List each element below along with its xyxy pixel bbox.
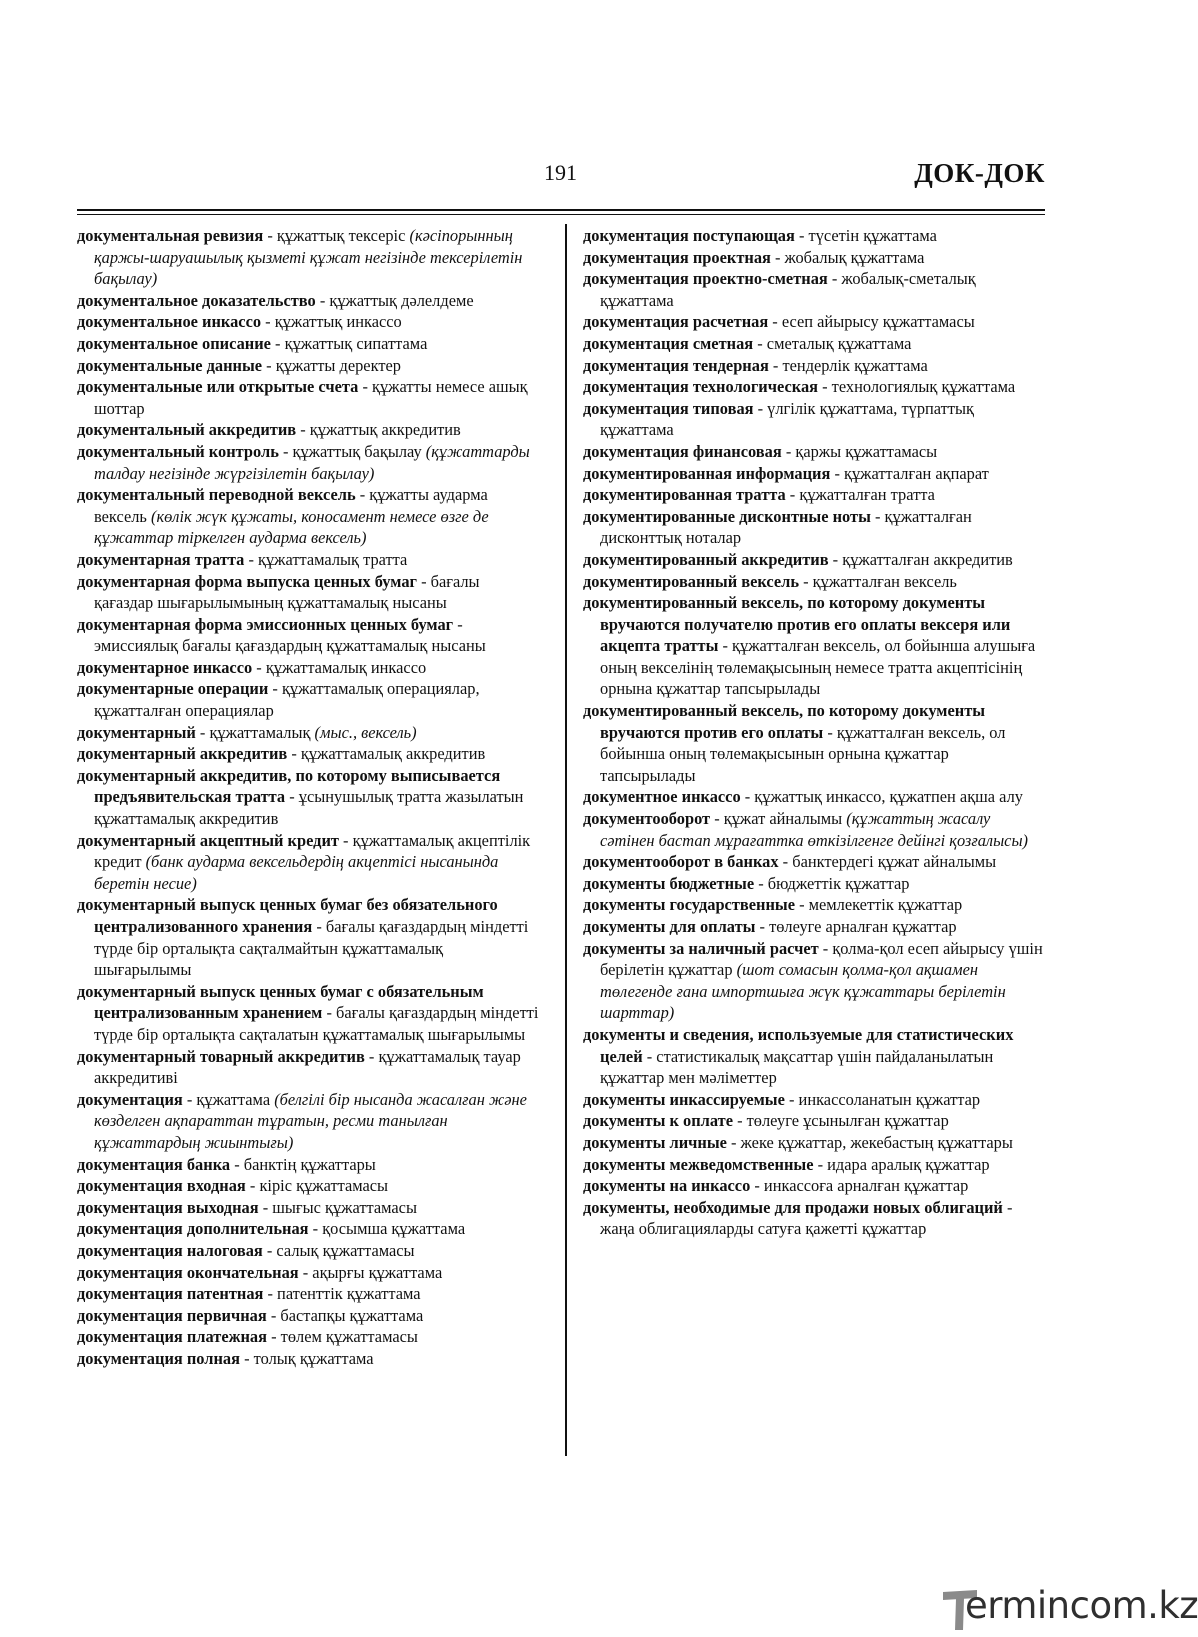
entry-definition: - эмиссиялық бағалы қағаздардың құжаттамалық нысаны	[94, 614, 486, 656]
dictionary-entry	[77, 549, 540, 571]
entry-definition: - қаржы құжаттамасы	[781, 441, 938, 461]
dictionary-entry	[583, 268, 1048, 311]
entry-term: документация типовая	[583, 398, 754, 418]
column-divider	[565, 224, 567, 1456]
entry-term: документация технологическая	[583, 377, 819, 397]
entry-definition: - банктердегі құжат айналымы	[778, 852, 997, 872]
entry-term: документация входная	[77, 1176, 246, 1196]
dictionary-entry	[77, 1197, 540, 1219]
dictionary-entry	[583, 311, 1048, 333]
entry-definition: - кіріс құжаттамасы	[245, 1176, 389, 1196]
entry-term: документарная форма эмиссионных ценных бумаг	[77, 614, 454, 634]
header-rule	[77, 209, 1045, 211]
entry-term: документы и сведения, используемые для статистических целей	[583, 1024, 1014, 1066]
entry-note: (мыс., вексель)	[314, 722, 417, 742]
entry-term: документооборот в банках	[583, 852, 779, 872]
entry-definition: - құжаттамалық операциялар, құжатталған операциялар	[94, 679, 480, 721]
entry-definition: - құжаттық аккредитив	[296, 420, 461, 440]
dictionary-entry	[583, 786, 1048, 808]
entry-term: документация сметная	[583, 333, 754, 353]
entry-definition: - мемлекеттік құжаттар	[794, 895, 963, 915]
entry-term: документальная ревизия	[77, 226, 264, 245]
entry-term: документация расчетная	[583, 312, 769, 332]
entry-definition: - банктің құжаттары	[230, 1154, 376, 1174]
dictionary-entry	[583, 700, 1048, 786]
dictionary-entry	[77, 1175, 540, 1197]
page-header	[77, 158, 1045, 210]
running-head: ДОК-ДОК	[914, 158, 1045, 188]
entry-definition: - құжаттамалық инкассо	[252, 657, 427, 677]
entry-term: документы на инкассо	[583, 1176, 751, 1196]
entry-term: документация окончательная	[77, 1262, 299, 1282]
entry-definition: - есеп айырысу құжаттамасы	[768, 312, 975, 332]
entry-definition: - құжатты аударма вексель	[94, 485, 488, 526]
entry-term: документальный контроль	[77, 441, 279, 461]
dictionary-entry	[583, 355, 1048, 377]
dictionary-entry	[77, 678, 540, 721]
entry-term: документальные или открытые счета	[77, 377, 359, 397]
entry-term: документированная информация	[583, 463, 831, 483]
entry-term: документы для оплаты	[583, 917, 756, 936]
dictionary-entry	[77, 1283, 540, 1305]
dictionary-entry	[583, 1024, 1048, 1089]
entry-term: документированный вексель	[583, 571, 800, 591]
entry-definition: - ұсынушылық тратта жазылатын құжаттамалық аккредитив	[94, 787, 524, 829]
entry-definition: - құжатталған ақпарат	[830, 463, 989, 483]
dictionary-entry	[583, 225, 1048, 247]
entry-term: документарный	[77, 722, 196, 742]
dictionary-entry	[583, 894, 1048, 916]
entry-definition: - қосымша құжаттама	[308, 1219, 466, 1239]
header-rule-thin	[77, 214, 1045, 215]
dictionary-entry	[77, 1240, 540, 1262]
entry-term: документарный выпуск ценных бумаг с обязательным централизованным хранением	[77, 981, 484, 1023]
entry-term: документация патентная	[77, 1284, 264, 1304]
entry-definition: - инкассоға арналған құжаттар	[750, 1176, 969, 1196]
dictionary-entry	[77, 1154, 540, 1176]
left-column	[77, 225, 540, 1369]
entry-definition: - бағалы қағаздар шығарылымының құжаттамалық нысаны	[94, 571, 480, 613]
dictionary-entry	[583, 1089, 1048, 1111]
entry-definition: - құжаттық сипаттама	[270, 333, 428, 353]
entry-term: документированная тратта	[583, 485, 786, 505]
entry-term: документальное инкассо	[77, 312, 262, 332]
entry-term: документированные дисконтные ноты	[583, 506, 871, 526]
dictionary-entry	[583, 506, 1048, 549]
entry-definition: - шығыс құжаттамасы	[258, 1197, 417, 1217]
entry-definition: - құжаттамалық тратта	[244, 549, 408, 569]
entry-term: документация первичная	[77, 1305, 267, 1325]
entry-definition: - құжатталған тратта	[785, 485, 935, 505]
dictionary-entry	[583, 484, 1048, 506]
entry-definition: - төлеуге ұсынылған құжаттар	[732, 1111, 949, 1131]
dictionary-entry	[77, 1305, 540, 1327]
dictionary-entry	[583, 808, 1048, 851]
dictionary-entry	[583, 938, 1048, 1024]
dictionary-entry	[77, 571, 540, 614]
entry-note: (кәсіпорынның қаржы-шаруашылық қызметі құжат негізінде тексерілетін бақылау)	[94, 226, 523, 289]
entry-definition: - жаңа облигацияларды сатуға қажетті құжаттар	[600, 1197, 1013, 1239]
entry-definition: - құжат айналымы	[710, 809, 847, 829]
right-column	[583, 225, 1048, 1240]
dictionary-entry	[77, 355, 540, 377]
dictionary-entry	[77, 722, 540, 744]
entry-term: документация поступающая	[583, 226, 795, 245]
entry-definition: - статистикалық мақсаттар үшін пайдаланылатын құжаттар мен мәліметтер	[600, 1046, 994, 1088]
dictionary-entry	[583, 398, 1048, 441]
termincom-watermark	[943, 1582, 1198, 1632]
entry-definition: - сметалық құжаттама	[753, 333, 912, 353]
entry-definition: - құжаттамалық	[195, 722, 315, 742]
entry-definition: - технологиялық құжаттама	[818, 377, 1016, 397]
entry-definition: - төлеуге арналған құжаттар	[755, 917, 957, 936]
entry-term: документы, необходимые для продажи новых облигаций	[583, 1197, 1003, 1217]
entry-definition: - салық құжаттамасы	[262, 1240, 415, 1260]
dictionary-entry	[77, 1348, 540, 1370]
entry-note: (банк аударма вексельдердің акцептісі нысанында беретін несие)	[94, 852, 499, 893]
entry-term: документация тендерная	[583, 355, 769, 375]
dictionary-entry	[77, 225, 540, 290]
entry-term: документация проектно-сметная	[583, 269, 828, 289]
dictionary-entry	[583, 463, 1048, 485]
dictionary-entry	[583, 1197, 1048, 1240]
entry-definition: - құжатты немесе ашық шоттар	[94, 377, 528, 418]
dictionary-entry	[77, 484, 540, 549]
entry-definition: - жобалық құжаттама	[770, 247, 925, 267]
entry-definition: - құжаттамалық тауар аккредитиві	[94, 1046, 521, 1088]
entry-definition: - құжаттама	[182, 1089, 275, 1109]
dictionary-entry	[77, 657, 540, 679]
entry-definition: - құжатталған вексель	[799, 571, 957, 591]
dictionary-entry	[77, 830, 540, 895]
page-number: 191	[544, 160, 577, 185]
dictionary-entry	[77, 441, 540, 484]
entry-definition: - құжаттық инкассо	[261, 312, 402, 332]
dictionary-entry	[583, 549, 1048, 571]
entry-term: документальное описание	[77, 333, 271, 353]
entry-term: документальный аккредитив	[77, 420, 297, 440]
dictionary-entry	[583, 592, 1048, 700]
entry-term: документация полная	[77, 1348, 240, 1368]
entry-term: документарный выпуск ценных бумаг без обязательного централизованного хранения	[77, 895, 498, 936]
entry-definition: - түсетін құжаттама	[794, 226, 937, 245]
entry-definition: - жобалық-сметалық құжаттама	[600, 269, 976, 310]
entry-definition: - бастапқы құжаттама	[266, 1305, 424, 1325]
entry-definition: - құжаттамалық акцептілік кредит	[94, 830, 531, 872]
dictionary-entry	[583, 1132, 1048, 1154]
dictionary-entry	[77, 981, 540, 1046]
entry-definition: - құжатты деректер	[262, 355, 401, 375]
entry-definition: - құжатталған вексель, ол бойынша алушыға оның векселінің төлемақысының немесе тратта акцептісінің орнына құжаттар тапсырылады	[600, 636, 1036, 699]
entry-term: документация платежная	[77, 1327, 267, 1347]
entry-definition: - құжаттық тексеріс	[263, 226, 410, 245]
entry-definition: - патенттік құжаттама	[263, 1284, 421, 1304]
dictionary-entry	[77, 333, 540, 355]
entry-term: документарная форма выпуска ценных бумаг	[77, 571, 417, 591]
entry-term: документарный аккредитив	[77, 744, 288, 764]
dictionary-entry	[77, 1218, 540, 1240]
entry-definition: - құжаттық бақылау	[278, 441, 426, 461]
entry-definition: - тендерлік құжаттама	[768, 355, 928, 375]
entry-note: (шот сомасын қолма-қол ақшамен төлегенде ғана импортшыға жүк құжаттары берілетін шарттар)	[600, 960, 1006, 1023]
entry-term: документация финансовая	[583, 441, 782, 461]
dictionary-entry	[583, 851, 1048, 873]
entry-term: документированный вексель, по которому документы вручаются получателю против его оплаты вексеря или акцепта тратты	[583, 593, 1011, 656]
dictionary-entry	[583, 571, 1048, 593]
dictionary-entry	[77, 614, 540, 657]
entry-term: документарное инкассо	[77, 657, 253, 677]
entry-term: документооборот	[583, 809, 711, 829]
dictionary-entry	[583, 1175, 1048, 1197]
entry-term: документарный товарный аккредитив	[77, 1046, 365, 1066]
dictionary-entry	[77, 743, 540, 765]
entry-term: документы межведомственные	[583, 1154, 814, 1174]
entry-definition: - құжаттық инкассо, құжатпен ақша алу	[740, 787, 1023, 807]
entry-term: документация банка	[77, 1154, 231, 1174]
entry-term: документы государственные	[583, 895, 795, 915]
entry-definition: - бағалы қағаздардың міндетті түрде бір орталықта сақталатын құжаттамалық шығарылымы	[94, 1003, 539, 1044]
entry-term: документальное доказательство	[77, 290, 316, 310]
entry-definition: - ақырғы құжаттама	[298, 1262, 443, 1282]
dictionary-entry	[77, 419, 540, 441]
entry-note: (белгілі бір нысанда жасалған және көзделген ақпараттан тұратын, ресми танылған құжаттардың жиынтығы)	[94, 1089, 527, 1152]
entry-term: документарные операции	[77, 679, 269, 699]
entry-definition: - құжатталған дисконттық ноталар	[600, 506, 972, 548]
entry-definition: - идара аралық құжаттар	[813, 1154, 990, 1174]
entry-term: документация налоговая	[77, 1240, 263, 1260]
entry-term: документы личные	[583, 1132, 727, 1152]
entry-note: (құжаттың жасалу сәтінен бастап мұрағаттка өткізілгенге дейінгі қозғалысы)	[600, 809, 1028, 850]
entry-term: документарный аккредитив, по которому выписывается предъявительская тратта	[77, 765, 501, 807]
entry-term: документы за наличный расчет	[583, 938, 819, 958]
entry-term: документированный вексель, по которому документы вручаются против его оплаты	[583, 701, 986, 742]
entry-term: документное инкассо	[583, 787, 741, 807]
dictionary-entry	[77, 1046, 540, 1089]
dictionary-entry	[77, 1262, 540, 1284]
entry-term: документация выходная	[77, 1197, 259, 1217]
entry-definition: - толық құжаттама	[240, 1348, 374, 1368]
dictionary-entry	[583, 247, 1048, 269]
entry-definition: - құжатталған вексель, ол бойынша оның төлемақысынын орнына құжаттар тапсырылады	[600, 722, 1006, 785]
entry-definition: - үлгілік құжаттама, түрпаттық құжаттама	[600, 398, 974, 440]
dictionary-entry	[77, 1326, 540, 1348]
dictionary-entry	[77, 376, 540, 419]
dictionary-entry	[583, 1154, 1048, 1176]
dictionary-entry	[583, 376, 1048, 398]
entry-definition: - бағалы қағаздардың міндетті түрде бір орталықта сақталмайтын құжаттамалық шығарылымы	[94, 917, 529, 980]
entry-definition: - қолма-қол есеп айырысу үшін берілетін құжаттар	[600, 938, 1043, 980]
entry-note: (құжаттарды талдау негізінде жүргізілетін бақылау)	[94, 441, 530, 483]
entry-term: документация дополнительная	[77, 1219, 309, 1239]
dictionary-entry	[583, 441, 1048, 463]
entry-term: документированный аккредитив	[583, 549, 829, 569]
dictionary-entry	[583, 916, 1048, 938]
entry-term: документы бюджетные	[583, 873, 755, 893]
dictionary-entry	[77, 765, 540, 830]
watermark-text: ermincom.kz	[965, 1584, 1198, 1627]
entry-definition: - төлем құжаттамасы	[267, 1327, 418, 1347]
entry-definition: - жеке құжаттар, жекебастың құжаттары	[726, 1132, 1013, 1152]
entry-term: документация	[77, 1089, 183, 1109]
entry-note: (көлік жүк құжаты, коносамент немесе өзге де құжаттар тіркелген аударма вексель)	[94, 506, 489, 548]
entry-term: документальный переводной вексель	[77, 485, 356, 505]
dictionary-entry	[77, 290, 540, 312]
entry-term: документарный акцептный кредит	[77, 830, 339, 850]
entry-term: документы инкассируемые	[583, 1089, 785, 1109]
dictionary-entry	[77, 1089, 540, 1154]
entry-definition: - инкассоланатын құжаттар	[784, 1089, 981, 1109]
entry-term: документарная тратта	[77, 549, 245, 569]
entry-definition: - құжаттамалық аккредитив	[287, 744, 486, 764]
dictionary-entry	[583, 333, 1048, 355]
entry-term: документация проектная	[583, 247, 771, 267]
entry-term: документы к оплате	[583, 1111, 733, 1131]
entry-definition: - құжатталған аккредитив	[828, 549, 1013, 569]
entry-definition: - бюджеттік құжаттар	[754, 873, 910, 893]
entry-term: документальные данные	[77, 355, 263, 375]
entry-definition: - құжаттық дәлелдеме	[315, 290, 474, 310]
dictionary-entry	[77, 311, 540, 333]
dictionary-entry	[583, 1110, 1048, 1132]
dictionary-entry	[583, 873, 1048, 895]
dictionary-entry	[77, 894, 540, 980]
